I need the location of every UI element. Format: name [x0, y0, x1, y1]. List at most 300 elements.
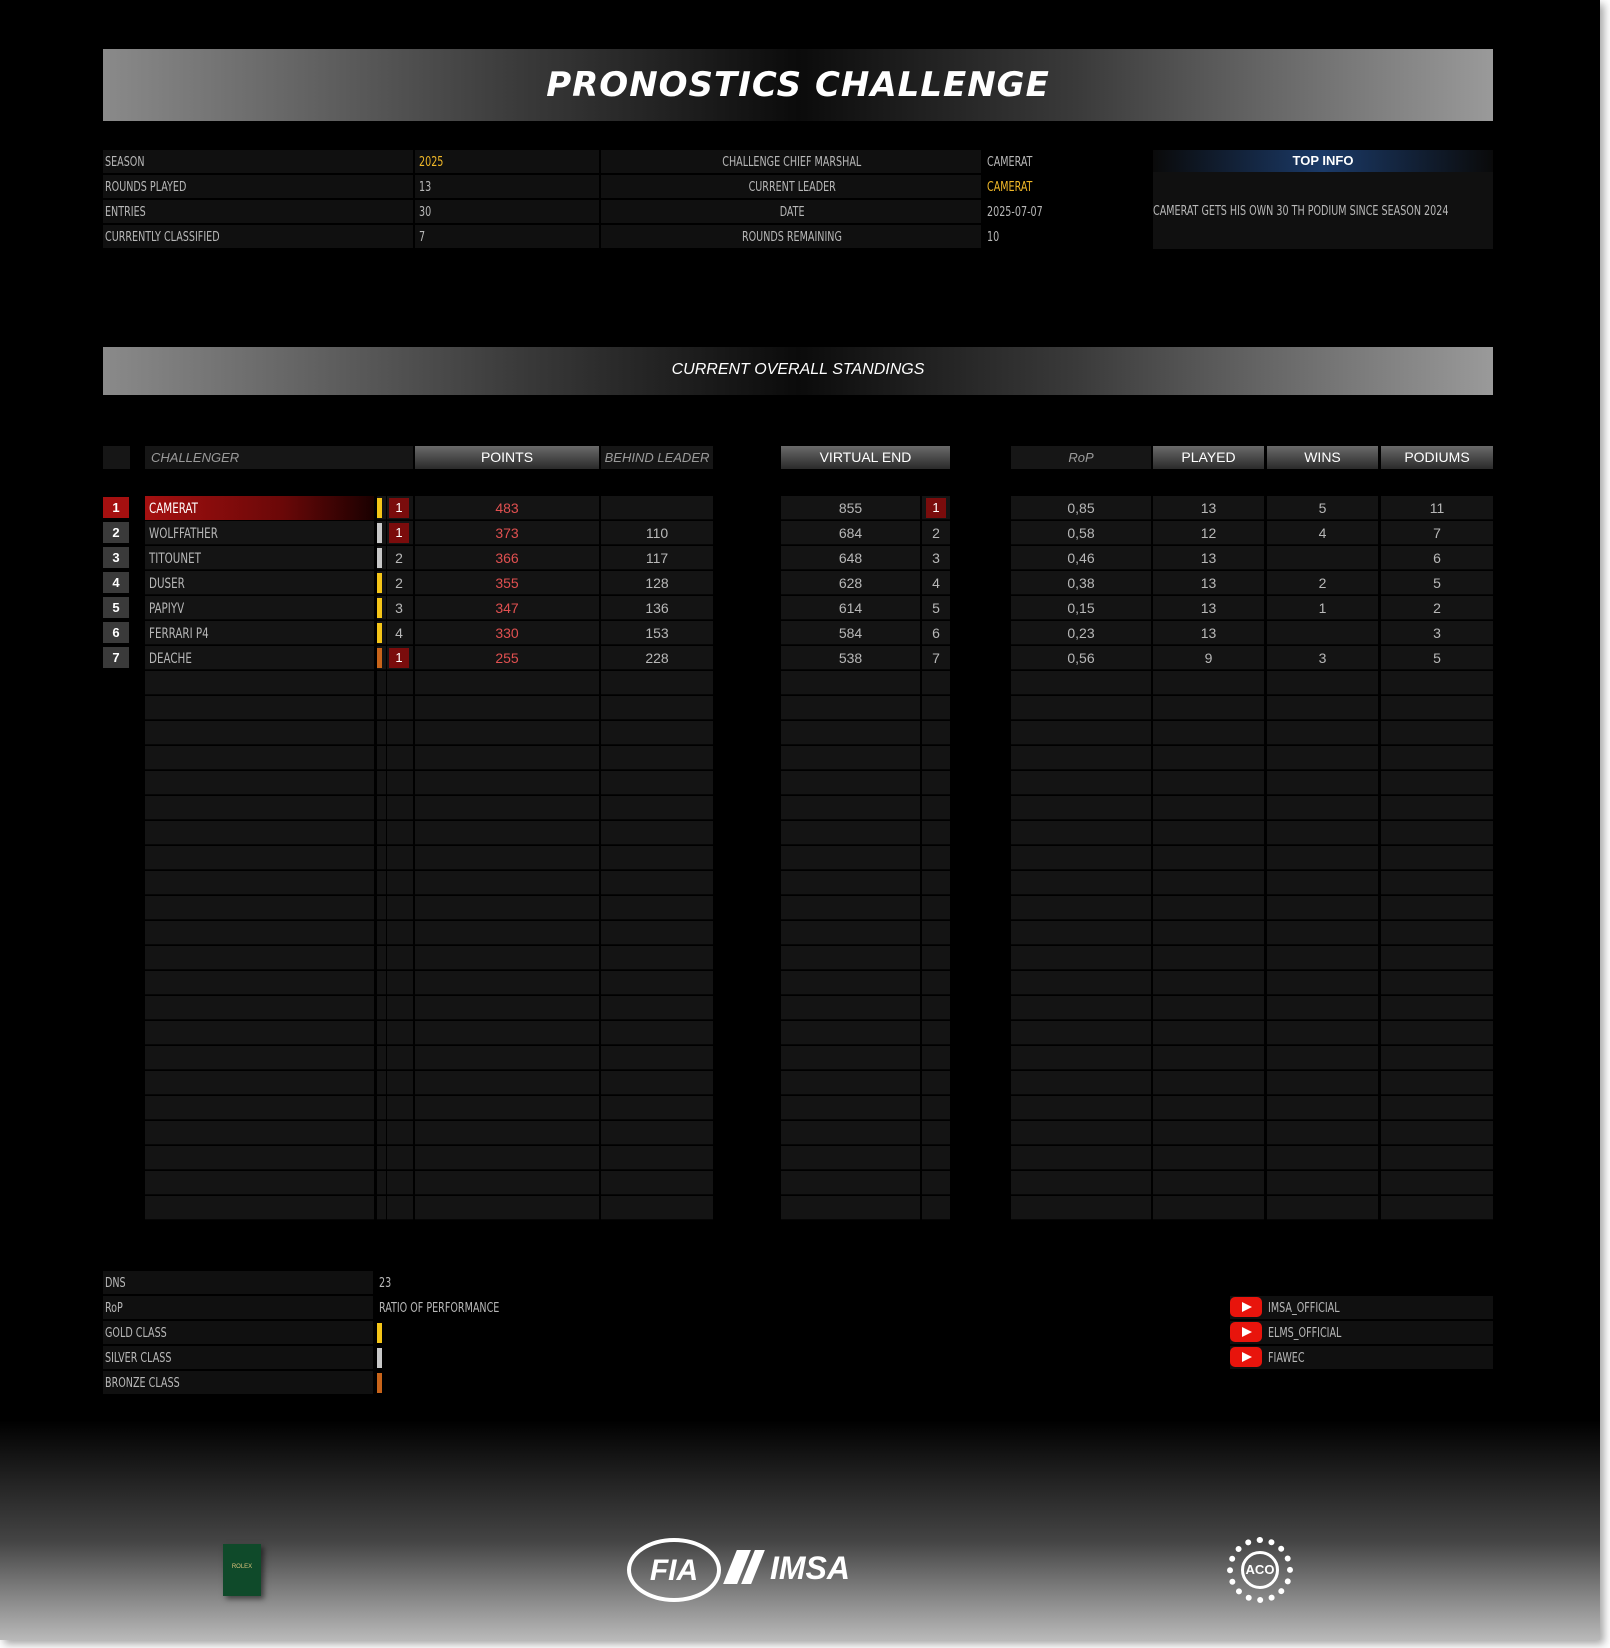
rop-value: 0,23 [1067, 625, 1095, 641]
challenger-name[interactable] [145, 546, 374, 570]
table-cell [387, 721, 413, 745]
info-label [601, 200, 981, 223]
rop-value: 0,46 [1067, 550, 1095, 566]
table-cell [1011, 846, 1151, 870]
table-cell [377, 1021, 386, 1045]
table-cell [145, 1121, 374, 1145]
table-cell [781, 1021, 920, 1045]
wins-header[interactable]: WINS [1267, 446, 1378, 469]
info-label-text: ROUNDS REMAINING [742, 230, 842, 245]
played-value: 13 [1200, 600, 1217, 616]
table-cell [377, 1046, 386, 1070]
table-cell [601, 846, 713, 870]
table-cell [1381, 746, 1493, 770]
table-cell [1011, 1071, 1151, 1095]
table-cell [1153, 821, 1264, 845]
played-header[interactable]: PLAYED [1153, 446, 1264, 469]
table-cell [145, 846, 374, 870]
class-position: 1 [389, 498, 409, 518]
table-cell [387, 946, 413, 970]
table-cell [922, 721, 950, 745]
table-cell [377, 721, 386, 745]
table-cell [415, 871, 599, 895]
rop-value: 0,56 [1067, 650, 1095, 666]
youtube-link[interactable] [1230, 1321, 1493, 1344]
table-cell [922, 796, 950, 820]
table-cell [922, 1071, 950, 1095]
played-value: 13 [1200, 575, 1217, 591]
table-cell [781, 746, 920, 770]
table-cell [377, 996, 386, 1020]
table-cell [387, 1121, 413, 1145]
table-cell [1011, 671, 1151, 695]
table-cell [1381, 1171, 1493, 1195]
table-cell [1153, 896, 1264, 920]
table-cell [601, 721, 713, 745]
table-cell [145, 771, 374, 795]
table-cell [1011, 1171, 1151, 1195]
table-cell [1011, 771, 1151, 795]
youtube-link-text: IMSA_OFFICIAL [1268, 1301, 1340, 1316]
table-cell [145, 746, 374, 770]
legend-value [375, 1271, 555, 1294]
wins-value [1267, 621, 1378, 645]
table-cell [1153, 1096, 1264, 1120]
virtual-end-rank: 7 [932, 650, 940, 666]
table-cell [1267, 896, 1378, 920]
table-cell [1381, 1096, 1493, 1120]
wins-value: 5 [1318, 500, 1327, 516]
info-value-text: 10 [987, 230, 1000, 245]
behind-leader-value: 110 [645, 525, 669, 541]
table-cell [377, 971, 386, 995]
virtual-end-rank: 1 [926, 498, 946, 518]
table-cell [145, 896, 374, 920]
table-cell [922, 671, 950, 695]
class-position: 2 [395, 575, 403, 591]
table-cell [377, 871, 386, 895]
table-cell [781, 771, 920, 795]
table-cell [1381, 1021, 1493, 1045]
table-cell [387, 1021, 413, 1045]
table-cell [387, 1146, 413, 1170]
points-value: 373 [495, 525, 519, 541]
table-cell [145, 821, 374, 845]
youtube-link[interactable] [1230, 1346, 1493, 1369]
table-cell [145, 721, 374, 745]
table-cell [781, 721, 920, 745]
points-value: 347 [495, 600, 519, 616]
table-cell [1381, 671, 1493, 695]
standings-banner [103, 347, 1493, 395]
table-cell [1011, 746, 1151, 770]
info-value-text: CAMERAT [987, 180, 1033, 195]
rop-value: 0,58 [1067, 525, 1095, 541]
table-cell [1153, 871, 1264, 895]
table-cell [387, 771, 413, 795]
table-cell [1381, 1196, 1493, 1220]
table-cell [922, 1121, 950, 1145]
table-cell [1267, 1196, 1378, 1220]
table-cell [377, 921, 386, 945]
podiums-value: 5 [1433, 575, 1441, 591]
info-value-text: CAMERAT [987, 155, 1033, 170]
table-cell [922, 971, 950, 995]
table-cell [1267, 771, 1378, 795]
table-cell [1267, 1121, 1378, 1145]
info-label [103, 175, 413, 198]
table-cell [377, 1096, 386, 1120]
virtual-end-header[interactable]: VIRTUAL END [781, 446, 950, 469]
challenger-name[interactable] [145, 596, 374, 620]
table-cell [1153, 996, 1264, 1020]
table-cell [1381, 796, 1493, 820]
info-label [103, 225, 413, 248]
table-cell [922, 696, 950, 720]
table-cell [601, 771, 713, 795]
table-cell [415, 696, 599, 720]
table-cell [922, 1171, 950, 1195]
title-banner [103, 49, 1493, 121]
table-cell [922, 946, 950, 970]
table-cell [1153, 1121, 1264, 1145]
table-cell [1267, 971, 1378, 995]
table-cell [415, 1071, 599, 1095]
rop-value: 0,85 [1067, 500, 1095, 516]
challenger-name[interactable] [145, 496, 374, 520]
table-cell [377, 846, 386, 870]
info-value-text: 2025 [419, 155, 444, 170]
table-cell [1153, 946, 1264, 970]
table-cell [1153, 721, 1264, 745]
table-cell [1267, 1171, 1378, 1195]
table-cell [781, 1196, 920, 1220]
podiums-header[interactable]: PODIUMS [1381, 446, 1493, 469]
table-cell [601, 1121, 713, 1145]
table-cell [922, 1046, 950, 1070]
table-cell [1153, 1071, 1264, 1095]
challenger-name-text: FERRARI P4 [149, 626, 209, 642]
wins-value: 1 [1318, 600, 1327, 616]
podiums-value: 2 [1433, 600, 1441, 616]
wins-value: 2 [1318, 575, 1327, 591]
virtual-end-rank: 6 [932, 625, 940, 641]
points-value: 355 [495, 575, 519, 591]
top-info-text: CAMERAT GETS HIS OWN 30 TH PODIUM SINCE SEASON 2024 [1153, 204, 1449, 219]
youtube-link-label[interactable] [1268, 1296, 1355, 1319]
played-value: 13 [1200, 500, 1217, 516]
table-cell [922, 921, 950, 945]
played-value: 12 [1200, 525, 1217, 541]
table-cell [1381, 1071, 1493, 1095]
challenger-name[interactable] [145, 621, 374, 645]
legend-value [375, 1296, 555, 1319]
table-cell [415, 1021, 599, 1045]
table-cell [415, 671, 599, 695]
info-value-text: 7 [419, 230, 426, 245]
imsa-logo-text: IMSA [770, 1550, 850, 1586]
table-cell [1011, 821, 1151, 845]
class-bar [377, 548, 382, 568]
table-cell [781, 921, 920, 945]
challenger-name-text: TITOUNET [149, 551, 201, 567]
table-cell [922, 846, 950, 870]
table-cell [145, 1071, 374, 1095]
legend-label [103, 1321, 373, 1344]
class-position: 4 [395, 625, 403, 641]
table-cell [781, 971, 920, 995]
legend-label [103, 1346, 373, 1369]
table-cell [377, 821, 386, 845]
challenger-name[interactable] [145, 646, 374, 670]
table-cell [387, 896, 413, 920]
table-cell [922, 1096, 950, 1120]
table-cell [377, 746, 386, 770]
points-header[interactable]: POINTS [415, 446, 599, 469]
youtube-icon[interactable] [1230, 1347, 1262, 1367]
podiums-value: 7 [1433, 525, 1441, 541]
table-cell [1267, 921, 1378, 945]
table-cell [601, 871, 713, 895]
table-cell [601, 696, 713, 720]
table-cell [1267, 946, 1378, 970]
table-cell [1011, 1046, 1151, 1070]
played-value: 13 [1200, 625, 1217, 641]
behind-leader-value: 128 [645, 575, 669, 591]
legend-value-text: RATIO OF PERFORMANCE [379, 1301, 500, 1316]
legend-label [103, 1371, 373, 1394]
youtube-link[interactable] [1230, 1296, 1493, 1319]
table-cell [145, 946, 374, 970]
table-cell [1011, 696, 1151, 720]
info-value [415, 175, 599, 198]
table-cell [1381, 1121, 1493, 1145]
aco-logo [1227, 1537, 1293, 1603]
podiums-value: 6 [1433, 550, 1441, 566]
table-cell [601, 1146, 713, 1170]
table-cell [145, 871, 374, 895]
virtual-end-rank: 5 [932, 600, 940, 616]
points-value: 255 [495, 650, 519, 666]
info-value [415, 200, 599, 223]
table-cell [415, 1196, 599, 1220]
rank-header [103, 446, 130, 469]
podiums-value: 11 [1429, 500, 1445, 516]
fia-logo-text: FIA [649, 1554, 699, 1587]
table-cell [387, 796, 413, 820]
table-cell [1153, 1146, 1264, 1170]
points-value: 483 [495, 500, 519, 516]
virtual-end-rank: 3 [932, 550, 940, 566]
youtube-link-label[interactable] [1268, 1321, 1358, 1344]
table-cell [1267, 746, 1378, 770]
table-cell [415, 1171, 599, 1195]
class-bar [377, 648, 382, 668]
table-cell [387, 696, 413, 720]
legend-label [103, 1296, 373, 1319]
youtube-icon[interactable] [1230, 1322, 1262, 1342]
table-cell [1267, 996, 1378, 1020]
table-cell [415, 896, 599, 920]
footer-gradient [0, 1420, 1600, 1640]
table-cell [1153, 796, 1264, 820]
table-cell [601, 1021, 713, 1045]
top-info-title: TOP INFO [1153, 150, 1493, 172]
table-cell [1267, 696, 1378, 720]
points-value: 366 [495, 550, 519, 566]
table-cell [1011, 996, 1151, 1020]
table-cell [415, 921, 599, 945]
rank-badge: 4 [103, 572, 129, 593]
table-cell [781, 796, 920, 820]
challenger-header [145, 446, 413, 469]
table-cell [387, 871, 413, 895]
class-bar [377, 523, 382, 543]
table-cell [415, 1096, 599, 1120]
info-value [983, 225, 1148, 248]
behind-leader-value: 136 [645, 600, 669, 616]
table-cell [1267, 1146, 1378, 1170]
table-cell [377, 696, 386, 720]
legend-label-text: BRONZE CLASS [105, 1376, 180, 1391]
table-cell [145, 996, 374, 1020]
table-cell [781, 871, 920, 895]
table-cell [781, 1071, 920, 1095]
table-cell [145, 1046, 374, 1070]
table-cell [922, 1021, 950, 1045]
table-cell [1381, 996, 1493, 1020]
behind-leader-value [601, 496, 713, 520]
info-value-text: 30 [419, 205, 432, 220]
table-cell [781, 1121, 920, 1145]
table-cell [1267, 1096, 1378, 1120]
table-cell [1381, 846, 1493, 870]
table-cell [781, 821, 920, 845]
table-cell [1153, 921, 1264, 945]
table-cell [1153, 1196, 1264, 1220]
table-cell [145, 921, 374, 945]
table-cell [601, 671, 713, 695]
table-cell [145, 671, 374, 695]
info-value [983, 200, 1148, 223]
table-cell [1153, 671, 1264, 695]
class-bar [377, 623, 382, 643]
table-cell [1011, 796, 1151, 820]
challenger-name-text: CAMERAT [149, 501, 198, 517]
table-cell [922, 871, 950, 895]
table-cell [1381, 721, 1493, 745]
table-cell [781, 846, 920, 870]
youtube-icon[interactable] [1230, 1297, 1262, 1317]
table-cell [1153, 1021, 1264, 1045]
table-cell [377, 1146, 386, 1170]
table-cell [601, 896, 713, 920]
class-bar [377, 598, 382, 618]
table-cell [145, 971, 374, 995]
table-cell [1011, 1146, 1151, 1170]
wins-value: 4 [1318, 525, 1327, 541]
table-cell [1381, 821, 1493, 845]
challenger-name[interactable] [145, 521, 374, 545]
table-cell [1011, 1196, 1151, 1220]
rank-badge: 5 [103, 597, 129, 618]
table-cell [415, 746, 599, 770]
table-cell [415, 821, 599, 845]
table-cell [922, 1196, 950, 1220]
rolex-logo [223, 1544, 261, 1596]
standings-title: CURRENT OVERALL STANDINGS [671, 361, 925, 378]
top-info-body [1153, 172, 1493, 249]
info-value-text: 13 [419, 180, 432, 195]
challenger-name-text: PAPIYV [149, 601, 185, 617]
table-cell [377, 771, 386, 795]
table-cell [415, 846, 599, 870]
table-cell [415, 796, 599, 820]
table-cell [145, 1021, 374, 1045]
challenger-header-label: CHALLENGER [151, 450, 240, 465]
class-position: 1 [389, 523, 409, 543]
table-cell [1011, 1121, 1151, 1145]
played-value: 13 [1200, 550, 1217, 566]
table-cell [601, 1046, 713, 1070]
info-label [103, 150, 413, 173]
info-label-text: ENTRIES [105, 205, 146, 220]
table-cell [1381, 896, 1493, 920]
table-cell [601, 996, 713, 1020]
table-cell [415, 771, 599, 795]
info-label [103, 200, 413, 223]
info-label [601, 175, 981, 198]
virtual-end-value: 684 [838, 525, 863, 541]
challenger-name[interactable] [145, 571, 374, 595]
challenger-name-text: DUSER [149, 576, 185, 592]
table-cell [781, 946, 920, 970]
info-label [601, 225, 981, 248]
table-cell [1153, 1171, 1264, 1195]
table-cell [145, 1196, 374, 1220]
rank-badge: 7 [103, 647, 129, 668]
table-cell [1381, 1146, 1493, 1170]
table-cell [415, 721, 599, 745]
table-cell [415, 971, 599, 995]
youtube-link-label[interactable] [1268, 1346, 1313, 1369]
table-cell [1381, 871, 1493, 895]
table-cell [145, 696, 374, 720]
info-value [415, 150, 599, 173]
class-position: 3 [395, 600, 403, 616]
table-cell [781, 1146, 920, 1170]
imsa-logo [730, 1550, 890, 1590]
legend-label-text: RoP [105, 1301, 123, 1316]
challenger-name-text: WOLFFATHER [149, 526, 218, 542]
table-cell [1267, 1021, 1378, 1045]
fia-logo [627, 1538, 721, 1602]
table-cell [1153, 696, 1264, 720]
table-cell [1381, 771, 1493, 795]
table-cell [1011, 871, 1151, 895]
virtual-end-rank: 2 [932, 525, 940, 541]
table-cell [1011, 921, 1151, 945]
table-cell [1267, 1071, 1378, 1095]
aco-logo-text: ACO [1241, 1551, 1279, 1589]
table-cell [1267, 721, 1378, 745]
table-cell [145, 796, 374, 820]
info-label-text: ROUNDS PLAYED [105, 180, 187, 195]
class-bar [377, 498, 382, 518]
youtube-link-text: FIAWEC [1268, 1351, 1305, 1366]
table-cell [601, 796, 713, 820]
info-label-text: CURRENT LEADER [748, 180, 836, 195]
